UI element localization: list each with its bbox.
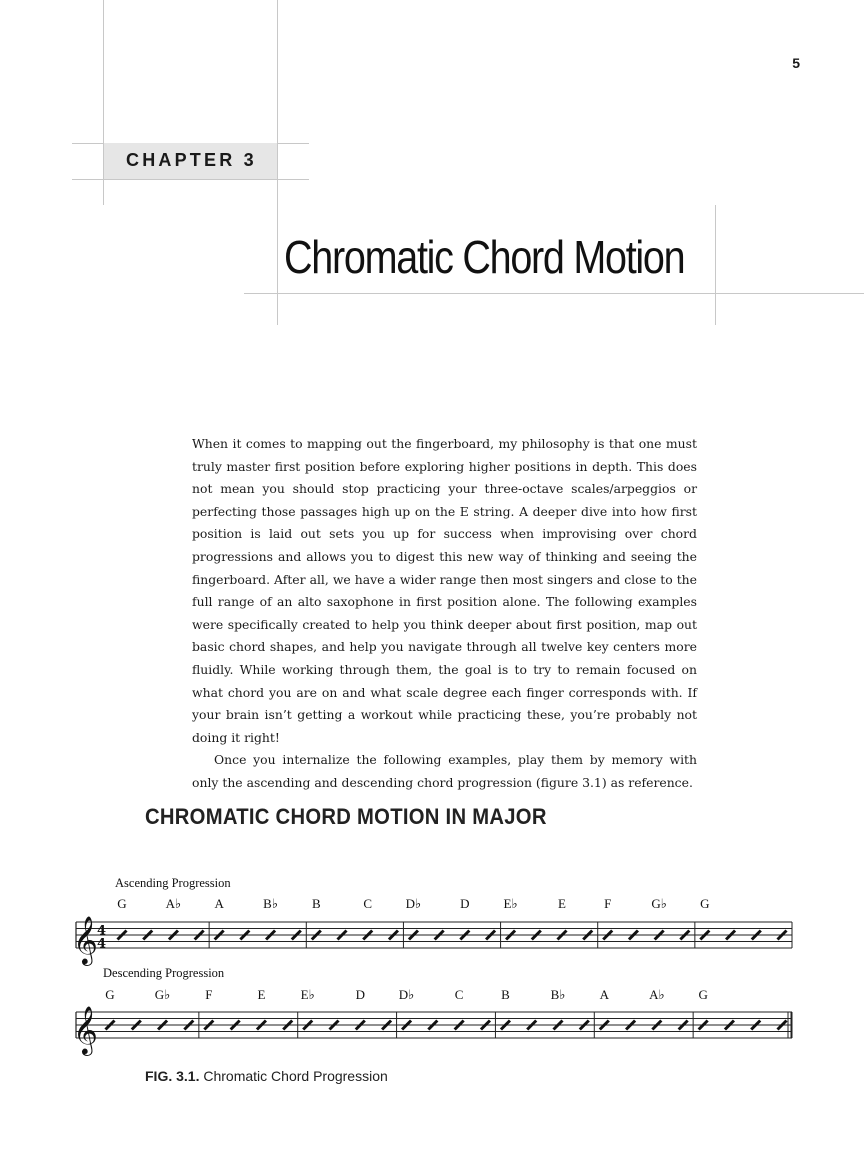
guide-line-horizontal-title [244,293,864,294]
guide-line-horizontal-chapter-bottom [72,179,309,180]
chord-symbol: C [454,987,464,1002]
chord-symbol: A [214,896,224,911]
chord-symbol: E♭ [503,896,518,911]
time-signature-bottom: 4 [97,936,107,952]
chord-symbol: F [604,896,612,911]
chord-symbol: B♭ [263,896,278,911]
figure-caption-label: FIG. 3.1. [145,1068,200,1084]
chord-symbol: D [355,987,365,1002]
body-paragraph-1: When it comes to mapping out the fingerboard, my philosophy is that one must truly master first position before exploring higher positions in depth. This does not mean you should stop practicing your three-octave scales/arpeggios or perfecting those passages high up on the E string. A deeper dive into how first position is laid out sets you up for success when improvising over chord progressions and allows you to digest this new way of thinking and seeing the fingerboard. After all, we have a wider range then most singers and close to the full range of an alto saxophone in first position alone. The following examples were specifically created to help you think deeper about first position, map out basic chord shapes, and help you navigate through all twelve key centers more fluidly. While working through them, the goal is to try to remain focused on what chord you are on and what scale degree each finger corresponds with. If your brain isn’t getting a workout while practicing these, you’re probably not doing it right! [192,436,697,745]
chord-symbol: B [311,896,321,911]
chord-symbol: B [501,987,510,1002]
treble-clef-icon: 𝄞 [73,1005,98,1054]
figure-caption [145,1068,388,1084]
body-paragraph-2: Once you internalize the following examples, play them by memory with only the ascending and descending chord progression (figure 3.1) as reference. [192,752,697,790]
descending-progression-label: Descending Progression [103,966,225,980]
chord-symbol: G♭ [154,987,171,1002]
chord-symbol: C [363,896,373,911]
chord-progression-figure [0,860,864,1060]
section-heading: CHROMATIC CHORD MOTION IN MAJOR [145,804,547,829]
chord-symbol: A [599,987,609,1002]
chord-symbol: G [700,896,710,911]
chord-symbol: A♭ [165,896,182,911]
guide-line-vertical-mid [277,0,278,325]
treble-clef-icon: 𝄞 [73,915,98,964]
chord-symbol: F [205,987,213,1002]
chord-symbol: E [257,987,266,1002]
chord-symbol: E♭ [300,987,315,1002]
chord-symbol: B♭ [550,987,566,1002]
ascending-progression-label: Ascending Progression [115,876,231,890]
body-text [192,433,697,795]
chord-symbol: D♭ [398,987,415,1002]
chord-symbol: G [698,987,708,1002]
chord-symbol: D [460,896,470,911]
chord-symbol: G [105,987,115,1002]
chapter-title: Chromatic Chord Motion [284,231,685,283]
guide-line-vertical-right [715,205,716,325]
time-signature-top: 4 [97,923,107,939]
chapter-label: CHAPTER 3 [126,150,257,170]
chord-symbol: A♭ [649,987,665,1002]
chord-symbol: E [558,896,566,911]
chord-symbol: G♭ [651,896,667,911]
chord-symbol: G [117,896,127,911]
page-number: 5 [792,55,800,71]
descending-staff [73,987,792,1056]
figure-caption-text: Chromatic Chord Progression [203,1068,388,1084]
chord-symbol: D♭ [405,896,422,911]
ascending-staff [73,896,792,966]
